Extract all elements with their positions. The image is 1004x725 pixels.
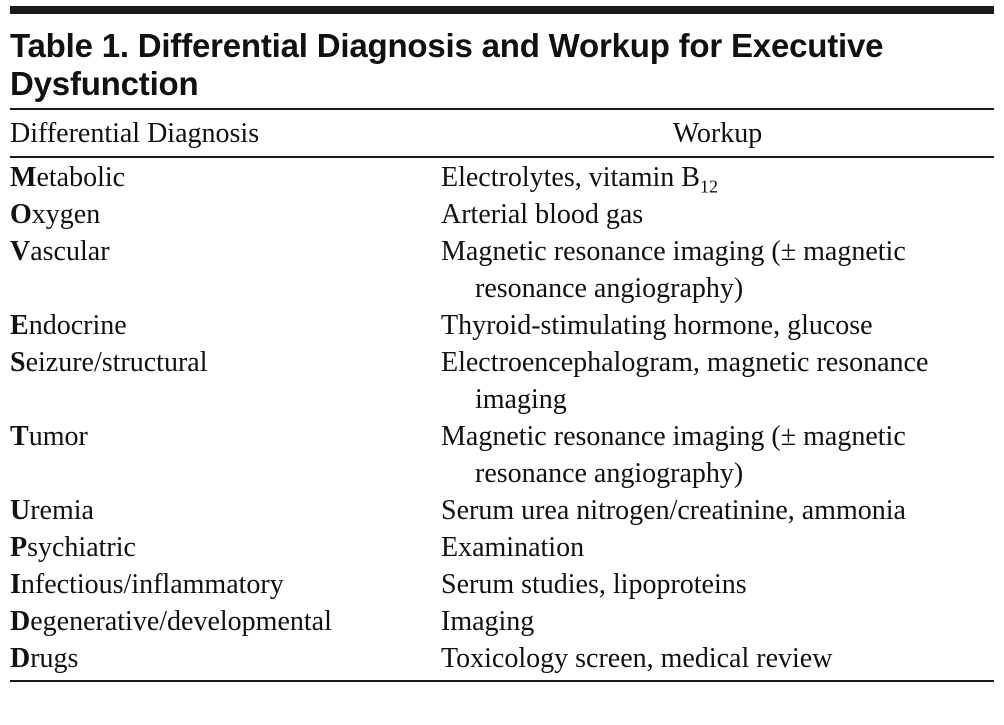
table-row — [10, 529, 994, 566]
workup-cell: Arterial blood gas — [441, 199, 644, 230]
diagnosis-cell — [10, 492, 441, 529]
diagnosis-cell — [10, 529, 441, 566]
workup-cell: Examination — [441, 532, 585, 563]
table-row — [10, 603, 994, 640]
diagnosis-rest: sychiatric — [27, 532, 136, 563]
diagnosis-initial: D — [10, 643, 31, 674]
workup-cell — [441, 157, 994, 196]
workup-cell: Thyroid-stimulating hormone, glucose — [441, 310, 873, 341]
diagnosis-cell — [10, 344, 441, 418]
diagnosis-initial: P — [10, 532, 28, 563]
diagnosis-initial: D — [10, 606, 31, 637]
diagnosis-rest: rugs — [30, 643, 79, 674]
header-row — [10, 110, 994, 157]
diagnosis-initial: M — [10, 162, 37, 193]
diagnosis-rest: ascular — [30, 236, 110, 267]
bottom-rule — [10, 680, 994, 682]
table-row — [10, 307, 994, 344]
workup-text: Electrolytes, vitamin B — [441, 162, 700, 193]
diagnosis-initial: O — [10, 199, 32, 230]
table-row — [10, 233, 994, 307]
workup-cell: Serum studies, lipoproteins — [441, 569, 747, 600]
diagnosis-cell — [10, 640, 441, 677]
table-row — [10, 418, 994, 492]
table-row — [10, 492, 994, 529]
header-diagnosis: Differential Diagnosis — [10, 110, 441, 157]
table-row — [10, 157, 994, 196]
diagnosis-cell — [10, 566, 441, 603]
diagnosis-initial: V — [10, 236, 31, 267]
table-row — [10, 640, 994, 677]
workup-subscript: 12 — [699, 176, 718, 197]
diagnosis-rest: umor — [28, 421, 88, 452]
table-body — [10, 157, 994, 677]
workup-cell: Magnetic resonance imaging (± magnetic resonance angiography) — [441, 236, 906, 304]
diagnosis-cell — [10, 196, 441, 233]
diagnosis-cell — [10, 418, 441, 492]
diagnosis-initial: E — [10, 310, 29, 341]
workup-cell: Imaging — [441, 606, 535, 637]
diagnosis-initial: I — [10, 569, 21, 600]
diagnosis-rest: egenerative/developmental — [30, 606, 332, 637]
diagnosis-rest: remia — [30, 495, 94, 526]
diagnosis-rest: ndocrine — [28, 310, 127, 341]
diagnosis-cell — [10, 603, 441, 640]
document-page — [10, 0, 994, 682]
workup-cell: Magnetic resonance imaging (± magnetic resonance angiography) — [441, 421, 906, 489]
top-rule — [10, 6, 994, 14]
table-header — [10, 110, 994, 157]
diagnosis-cell — [10, 233, 441, 307]
table-row — [10, 566, 994, 603]
diagnosis-rest: etabolic — [36, 162, 126, 193]
header-workup: Workup — [441, 110, 994, 157]
diagnosis-initial: U — [10, 495, 31, 526]
diagnosis-rest: eizure/structural — [25, 347, 208, 378]
diagnosis-initial: T — [10, 421, 29, 452]
workup-cell: Toxicology screen, medical review — [441, 643, 833, 674]
diagnosis-cell — [10, 157, 441, 196]
workup-cell: Electroencephalogram, magnetic resonance imaging — [441, 347, 929, 415]
diagnosis-cell — [10, 307, 441, 344]
table-title: Table 1. Differential Diagnosis and Workup for Executive Dysfunction — [10, 27, 884, 102]
table-row — [10, 344, 994, 418]
diagnosis-rest: xygen — [31, 199, 101, 230]
workup-cell: Serum urea nitrogen/creatinine, ammonia — [441, 495, 906, 526]
diagnosis-rest: nfectious/inflammatory — [20, 569, 284, 600]
diagnosis-table — [10, 110, 994, 677]
table-row — [10, 196, 994, 233]
diagnosis-initial: S — [10, 347, 26, 378]
